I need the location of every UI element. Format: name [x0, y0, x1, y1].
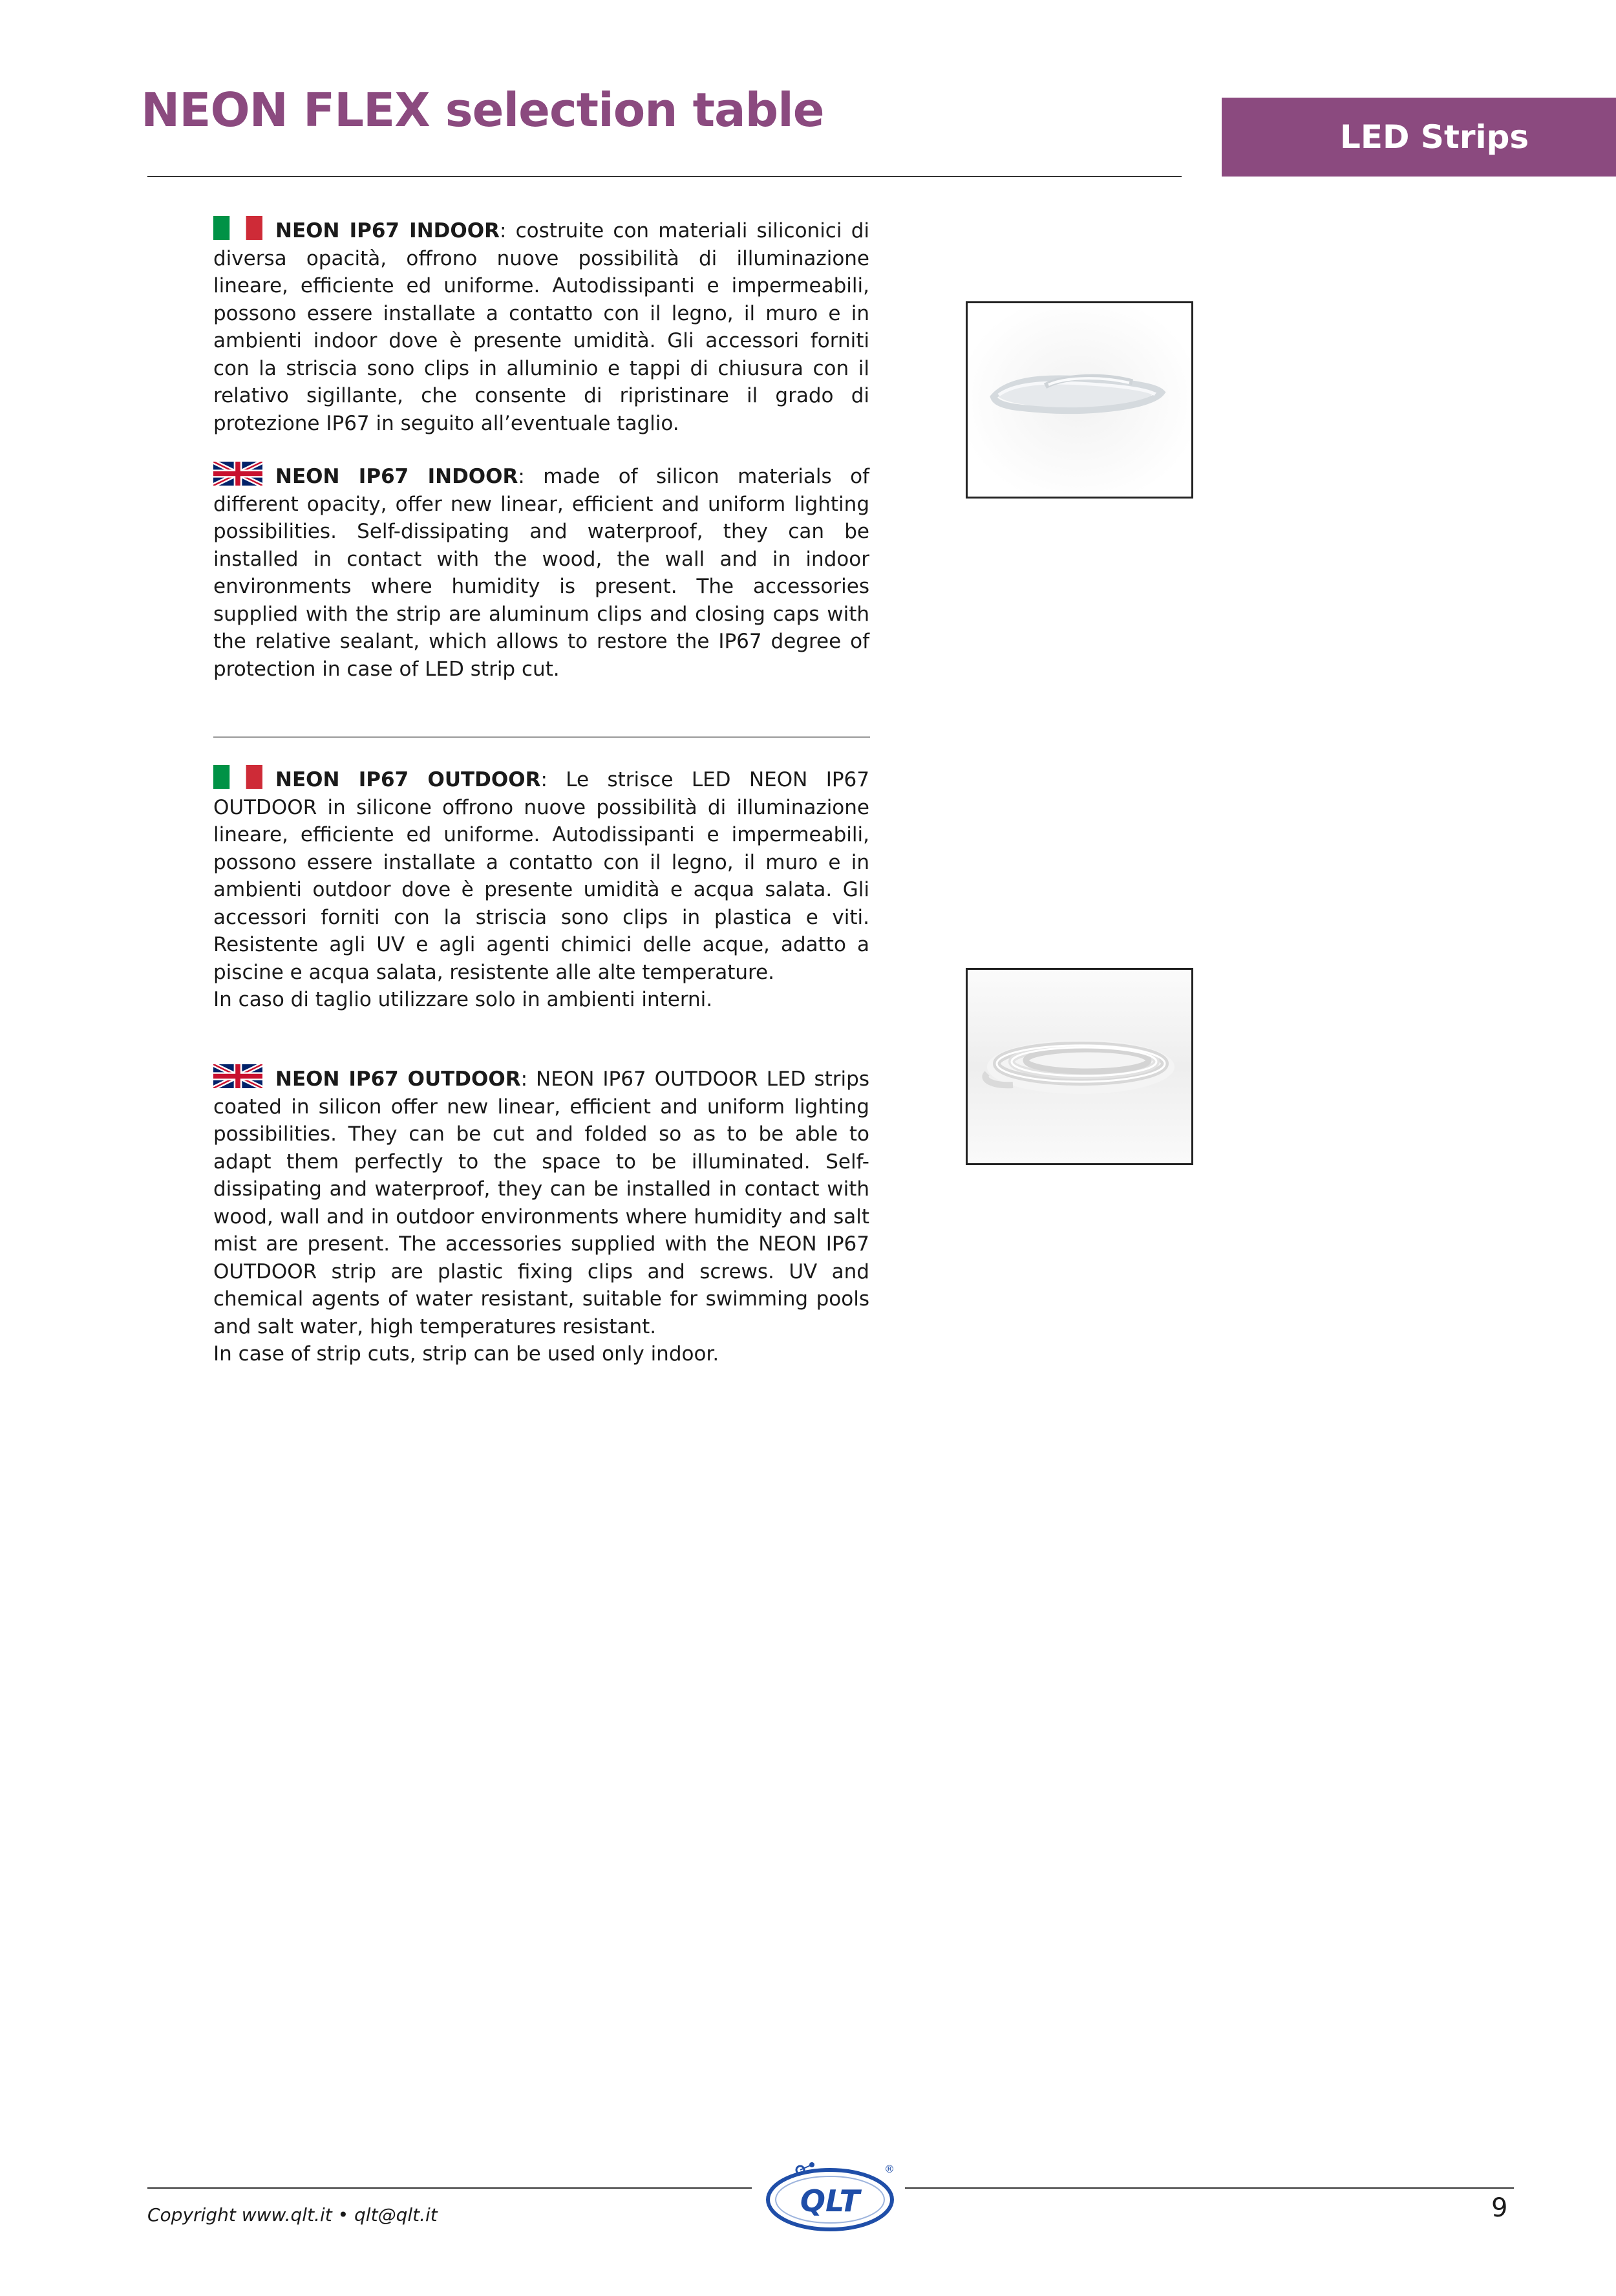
indoor-italian-description [213, 216, 869, 437]
page-title: NEON FLEX selection table [141, 83, 824, 137]
section-tab: LED Strips [1222, 98, 1616, 177]
section-divider [213, 736, 870, 738]
footer-copyright: Copyright www.qlt.it • qlt@qlt.it [147, 2204, 438, 2226]
indoor-english-heading: NEON IP67 INDOOR [275, 465, 518, 488]
outdoor-english-note: In case of strip cuts, strip can be used only indoor. [213, 1342, 719, 1366]
uk-flag-icon [213, 462, 262, 486]
outdoor-english-heading: NEON IP67 OUTDOOR [275, 1068, 521, 1091]
logo-text: QLT [800, 2183, 860, 2218]
outdoor-strip-photo [966, 968, 1193, 1165]
indoor-english-text: : made of silicon materials of different opacity, offer new linear, efficient and uniform lighting possibilities. Self-dissipating and waterproof, they can be installed in contact with the wood, the wall and in indoor environments where humidity is present. The accessories supplied with the strip are aluminum clips and closing caps with the relative sealant, which allows to restore the IP67 degree of protection in case of LED strip cut. [213, 465, 869, 681]
italy-flag-icon [213, 765, 262, 789]
indoor-italian-text: : costruite con materiali siliconici di diversa opacità, offrono nuove possibilità di illuminazione lineare, efficiente ed uniforme. Autodissipanti e impermeabili, possono essere installate a contatto con il legno, il muro e in ambienti indoor dove è presente umidità. Gli accessori forniti con la striscia sono clips in alluminio e tappi di chiusura con il relativo sigillante, che consente di ripristinare il grado di protezione IP67 in seguito all’eventuale taglio. [213, 219, 869, 435]
title-divider [147, 176, 1182, 177]
qlt-logo [761, 2153, 898, 2237]
outdoor-italian-description [213, 765, 869, 1014]
registered-mark: ® [884, 2163, 895, 2175]
indoor-strip-photo [966, 301, 1193, 499]
italy-flag-icon [213, 216, 262, 240]
outdoor-italian-text: : Le strisce LED NEON IP67 OUTDOOR in silicone offrono nuove possibilità di illuminazione lineare, efficiente ed uniforme. Autodissipanti e impermeabili, possono essere installate a contatto con il legno, il muro e in ambienti outdoor dove è presente umidità e acqua salata. Gli accessori forniti con la striscia sono clips in plastica e viti. Resistente agli UV e agli agenti chimici delle acque, adatto a piscine e acqua salata, resistente alle alte temperature. [213, 768, 869, 984]
page-number: 9 [1491, 2193, 1508, 2223]
indoor-english-description [213, 462, 869, 683]
outdoor-english-description [213, 1064, 869, 1368]
indoor-italian-heading: NEON IP67 INDOOR [275, 219, 500, 242]
uk-flag-icon [213, 1064, 262, 1088]
outdoor-italian-note: In caso di taglio utilizzare solo in ambienti interni. [213, 988, 713, 1011]
outdoor-italian-heading: NEON IP67 OUTDOOR [275, 768, 541, 791]
footer-divider-left [147, 2187, 752, 2189]
footer-divider-right [905, 2187, 1514, 2189]
outdoor-english-text: : NEON IP67 OUTDOOR LED strips coated in silicon offer new linear, efficient and uniform lighting possibilities. They can be cut and folded so as to be able to adapt them perfectly to the space to be illuminated. Self-dissipating and waterproof, they can be installed in contact with wood, wall and in outdoor environments where humidity and salt mist are present. The accessories supplied with the NEON IP67 OUTDOOR strip are plastic fixing clips and screws. UV and chemical agents of water resistant, suitable for swimming pools and salt water, high temperatures resistant. [213, 1068, 869, 1338]
